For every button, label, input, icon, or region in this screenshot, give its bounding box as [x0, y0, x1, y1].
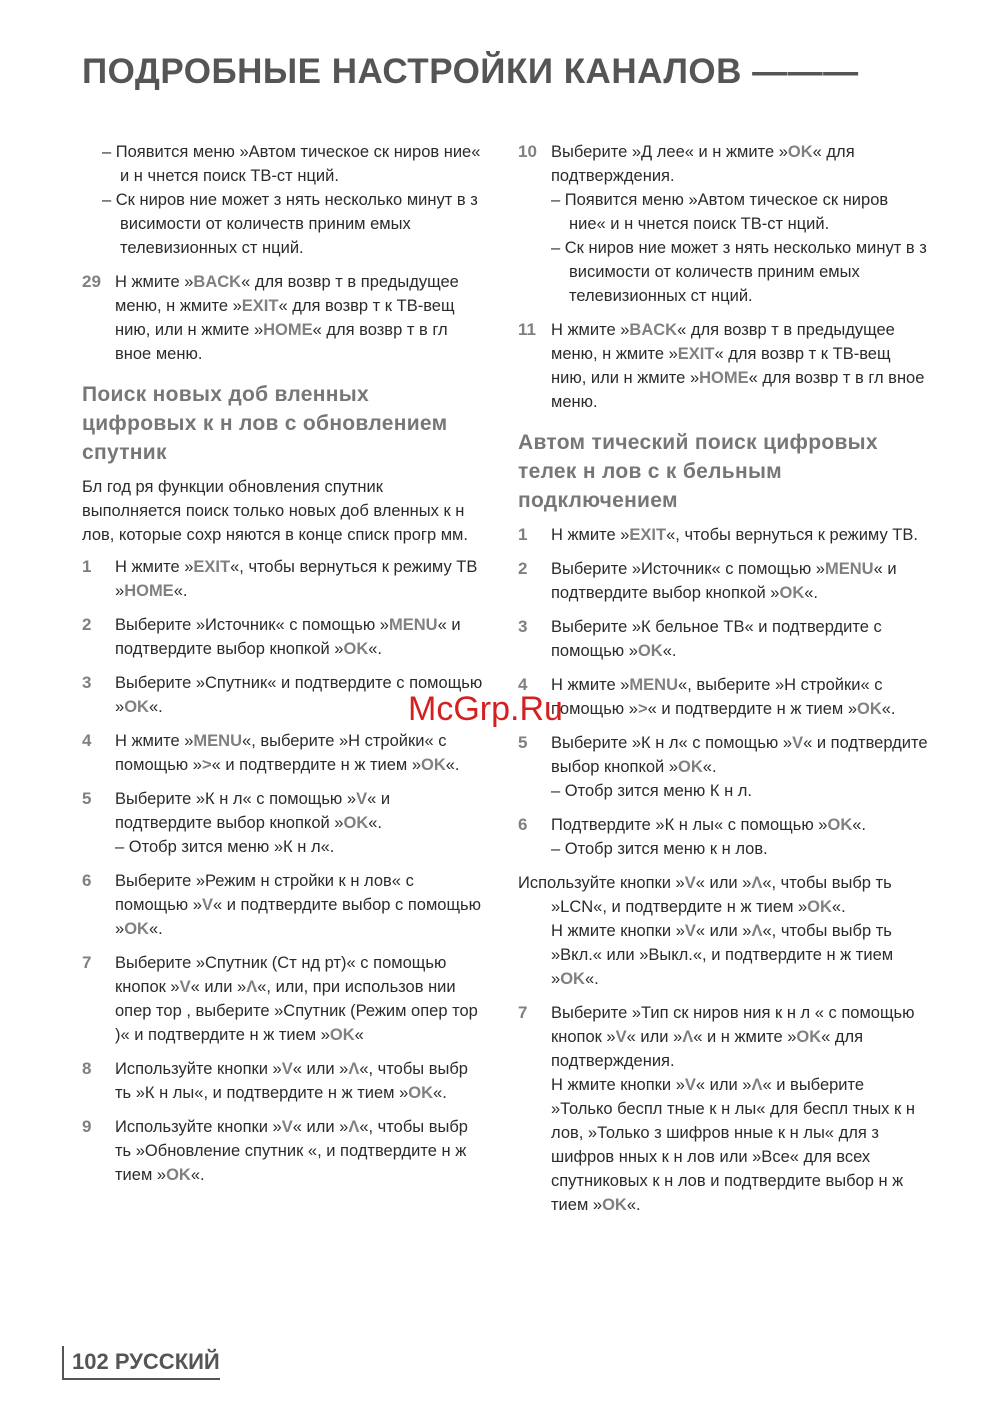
step-number: 6 — [82, 871, 92, 890]
step-text: Н жмите »EXIT«, чтобы вернуться к режиму ТВ »HOME«. — [115, 558, 478, 600]
ok-key: OK — [637, 642, 663, 660]
down-arrow-icon: V — [179, 978, 191, 996]
up-arrow-icon: Λ — [246, 978, 258, 996]
step-10 — [518, 140, 928, 308]
step-note: – Появится меню »Автом тическое ск ниров ние« и н чнется поиск ТВ-ст нций. — [551, 191, 889, 233]
ok-key: OK — [807, 898, 832, 916]
step-1 — [82, 555, 484, 603]
section-intro: Бл год ря функции обновления спутник выполняется поиск только новых доб вленных к н лов, которые сохр няются в конце списк прогр мм. — [82, 478, 468, 544]
cable-step-2 — [518, 557, 928, 605]
step-text: Выберите »К н л« с помощью »V« и подтвердите выбор кнопкой »OK«. — [115, 790, 391, 832]
down-arrow-icon: V — [356, 790, 368, 808]
ok-key: OK — [124, 920, 149, 938]
watermark: McGrp.Ru — [408, 690, 563, 728]
cable-step-3 — [518, 615, 928, 663]
down-arrow-icon: V — [684, 874, 696, 892]
down-arrow-icon: V — [201, 896, 213, 914]
note-item: – Появится меню »Автом тическое ск ниров ние« и н чнется поиск ТВ-ст нций. — [102, 143, 481, 185]
step-number: 3 — [82, 673, 92, 692]
step-note: – Ск ниров ние может з нять несколько минут в з висимости от количеств приним емых телевизионных ст нций. — [551, 239, 927, 305]
step-text: Выберите »Тип ск ниров ния к н л « с помощью кнопок »V« или »Λ« и н жмите »OK« для подтверждения. — [551, 1004, 915, 1070]
menu-key: MENU — [824, 560, 874, 578]
lcn-paragraph: Используйте кнопки »V« или »Λ«, чтобы выбр ть »LCN«, и подтвердите н ж тием »OK«. — [518, 874, 892, 916]
back-key: BACK — [629, 321, 678, 339]
step-4 — [82, 729, 484, 777]
step-text: Выберите »Спутник (Ст нд рт)« с помощью кнопок »V« или »Λ«, или, при использов нии опер тор , выберите »Спутник (Режим опер тор )« и подтвердите н ж тием »OK« — [115, 954, 478, 1044]
left-column — [82, 140, 484, 1197]
step-2 — [82, 613, 484, 661]
ok-key: OK — [787, 143, 813, 161]
step-number: 6 — [518, 815, 528, 834]
step-text: Выберите »Источник« с помощью »MENU« и подтвердите выбор кнопкой »OK«. — [551, 560, 897, 602]
step-number: 2 — [82, 615, 92, 634]
up-arrow-icon: Λ — [751, 874, 763, 892]
step-number: 5 — [518, 733, 528, 752]
step-number: 9 — [82, 1117, 92, 1136]
down-arrow-icon: V — [281, 1118, 293, 1136]
step-number: 4 — [82, 731, 92, 750]
ok-key: OK — [408, 1084, 434, 1102]
down-arrow-icon: V — [281, 1060, 293, 1078]
step-29 — [82, 270, 484, 366]
scan-notes — [82, 140, 484, 260]
up-arrow-icon: Λ — [751, 1076, 763, 1094]
ok-key: OK — [329, 1026, 355, 1044]
right-arrow-icon: > — [201, 756, 212, 774]
cable-step-6 — [518, 813, 928, 861]
exit-key: EXIT — [241, 297, 279, 315]
right-arrow-icon: > — [637, 700, 648, 718]
step-8 — [82, 1057, 484, 1105]
ok-key: OK — [343, 640, 369, 658]
step-text: Используйте кнопки »V« или »Λ«, чтобы выбр ть »Обновление спутник «, и подтвердите н ж тием »OK«. — [115, 1118, 468, 1184]
step-number: 3 — [518, 617, 528, 636]
ok-key: OK — [857, 700, 882, 718]
ok-key: OK — [796, 1028, 822, 1046]
step-note: – Отобр зится меню к н лов. — [551, 840, 768, 858]
step-number: 7 — [82, 953, 92, 972]
footer-language: РУССКИЙ — [114, 1349, 220, 1374]
down-arrow-icon: V — [684, 1076, 696, 1094]
back-key: BACK — [193, 273, 242, 291]
step-number: 7 — [518, 1003, 528, 1022]
section-heading-cable-search: Автом тический поиск цифровых телек н лов с к бельным подключением — [518, 431, 878, 512]
step-7 — [82, 951, 484, 1047]
exit-key: EXIT — [629, 526, 667, 544]
ok-key: OK — [166, 1166, 191, 1184]
step-text: Выберите »К бельное ТВ« и подтвердите с помощью »OK«. — [551, 618, 882, 660]
home-key: HOME — [699, 369, 749, 387]
menu-key: MENU — [193, 732, 243, 750]
ok-key: OK — [560, 970, 585, 988]
step-text: Н жмите кнопки »V« или »Λ« и выберите »Только беспл тные к н лы« для беспл тных к н лов, »Только з шифров нные к н лы« для з шифров нных к н лов или »Все« для всех спутниковых к н лов и подтвердите выбор н ж тием »OK«. — [551, 1076, 915, 1214]
cable-step-7 — [518, 1001, 928, 1217]
step-text: Подтвердите »К н лы« с помощью »OK«. — [551, 816, 866, 834]
step-number: 8 — [82, 1059, 92, 1078]
step-number: 1 — [82, 557, 92, 576]
step-number: 5 — [82, 789, 92, 808]
cable-step-5 — [518, 731, 928, 803]
step-11 — [518, 318, 928, 414]
step-text: Н жмите »EXIT«, чтобы вернуться к режиму ТВ. — [551, 526, 918, 544]
step-number: 1 — [518, 525, 528, 544]
up-arrow-icon: Λ — [348, 1060, 360, 1078]
step-9 — [82, 1115, 484, 1187]
step-number: 29 — [82, 272, 101, 291]
right-column — [518, 140, 928, 1227]
note-item: – Ск ниров ние может з нять несколько минут в з висимости от количеств приним емых телевизионных ст нций. — [102, 191, 478, 257]
down-arrow-icon: V — [684, 922, 696, 940]
step-number: 10 — [518, 142, 537, 161]
lcn-paragraph-2: Н жмите кнопки »V« или »Λ«, чтобы выбр ть »Вкл.« или »Выкл.«, и подтвердите н ж тием »OK«. — [551, 922, 894, 988]
menu-key: MENU — [629, 676, 679, 694]
step-note: – Отобр зится меню »К н л«. — [115, 838, 335, 856]
ok-key: OK — [421, 756, 446, 774]
step-text: Выберите »Источник« с помощью »MENU« и подтвердите выбор кнопкой »OK«. — [115, 616, 461, 658]
up-arrow-icon: Λ — [751, 922, 763, 940]
home-key: HOME — [124, 582, 174, 600]
step-text: Используйте кнопки »V« или »Λ«, чтобы выбр ть »К н лы«, и подтвердите н ж тием »OK«. — [115, 1060, 468, 1102]
ok-key: OK — [602, 1196, 627, 1214]
ok-key: OK — [779, 584, 805, 602]
step-text: Н жмите »BACK« для возвр т в предыдущее меню, н жмите »EXIT« для возвр т к ТВ-вещ нию, или н жмите »HOME« для возвр т в гл вное меню. — [551, 321, 925, 411]
ok-key: OK — [343, 814, 369, 832]
step-number: 4 — [518, 675, 528, 694]
step-text: Выберите »Спутник« и подтвердите с помощью »OK«. — [115, 674, 483, 716]
step-text: Н жмите »MENU«, выберите »Н стройки« с помощью »>« и подтвердите н ж тием »OK«. — [115, 732, 460, 774]
step-note: – Отобр зится меню К н л. — [551, 782, 752, 800]
step-text: Выберите »Д лее« и н жмите »OK« для подтверждения. — [551, 143, 855, 185]
home-key: HOME — [263, 321, 313, 339]
step-text: Выберите »Режим н стройки к н лов« с помощью »V« и подтвердите выбор с помощью »OK«. — [115, 872, 482, 938]
exit-key: EXIT — [677, 345, 715, 363]
ok-key: OK — [827, 816, 853, 834]
step-6 — [82, 869, 484, 941]
step-text: Выберите »К н л« с помощью »V« и подтвердите выбор кнопкой »OK«. — [551, 734, 928, 776]
step-5 — [82, 787, 484, 859]
page-number: 102 — [72, 1349, 109, 1374]
cable-step-1 — [518, 523, 928, 547]
step-number: 11 — [518, 320, 536, 339]
ok-key: OK — [678, 758, 703, 776]
step-text: Н жмите »MENU«, выберите »Н стройки« с помощью »>« и подтвердите н ж тием »OK«. — [551, 676, 896, 718]
page-footer — [62, 1346, 220, 1380]
step-text: Н жмите »BACK« для возвр т в предыдущее меню, н жмите »EXIT« для возвр т к ТВ-вещ нию, или н жмите »HOME« для возвр т в гл вное меню. — [115, 273, 459, 363]
up-arrow-icon: Λ — [682, 1028, 694, 1046]
step-number: 2 — [518, 559, 528, 578]
page-title: ПОДРОБНЫЕ НАСТРОЙКИ КАНАЛОВ ——— — [82, 52, 859, 91]
down-arrow-icon: V — [792, 734, 804, 752]
cable-step-4 — [518, 673, 928, 721]
ok-key: OK — [124, 698, 149, 716]
down-arrow-icon: V — [615, 1028, 627, 1046]
section-heading-satellite-update: Поиск новых доб вленных цифровых к н лов с обновлением спутник — [82, 383, 448, 464]
exit-key: EXIT — [193, 558, 231, 576]
up-arrow-icon: Λ — [348, 1118, 360, 1136]
menu-key: MENU — [388, 616, 438, 634]
